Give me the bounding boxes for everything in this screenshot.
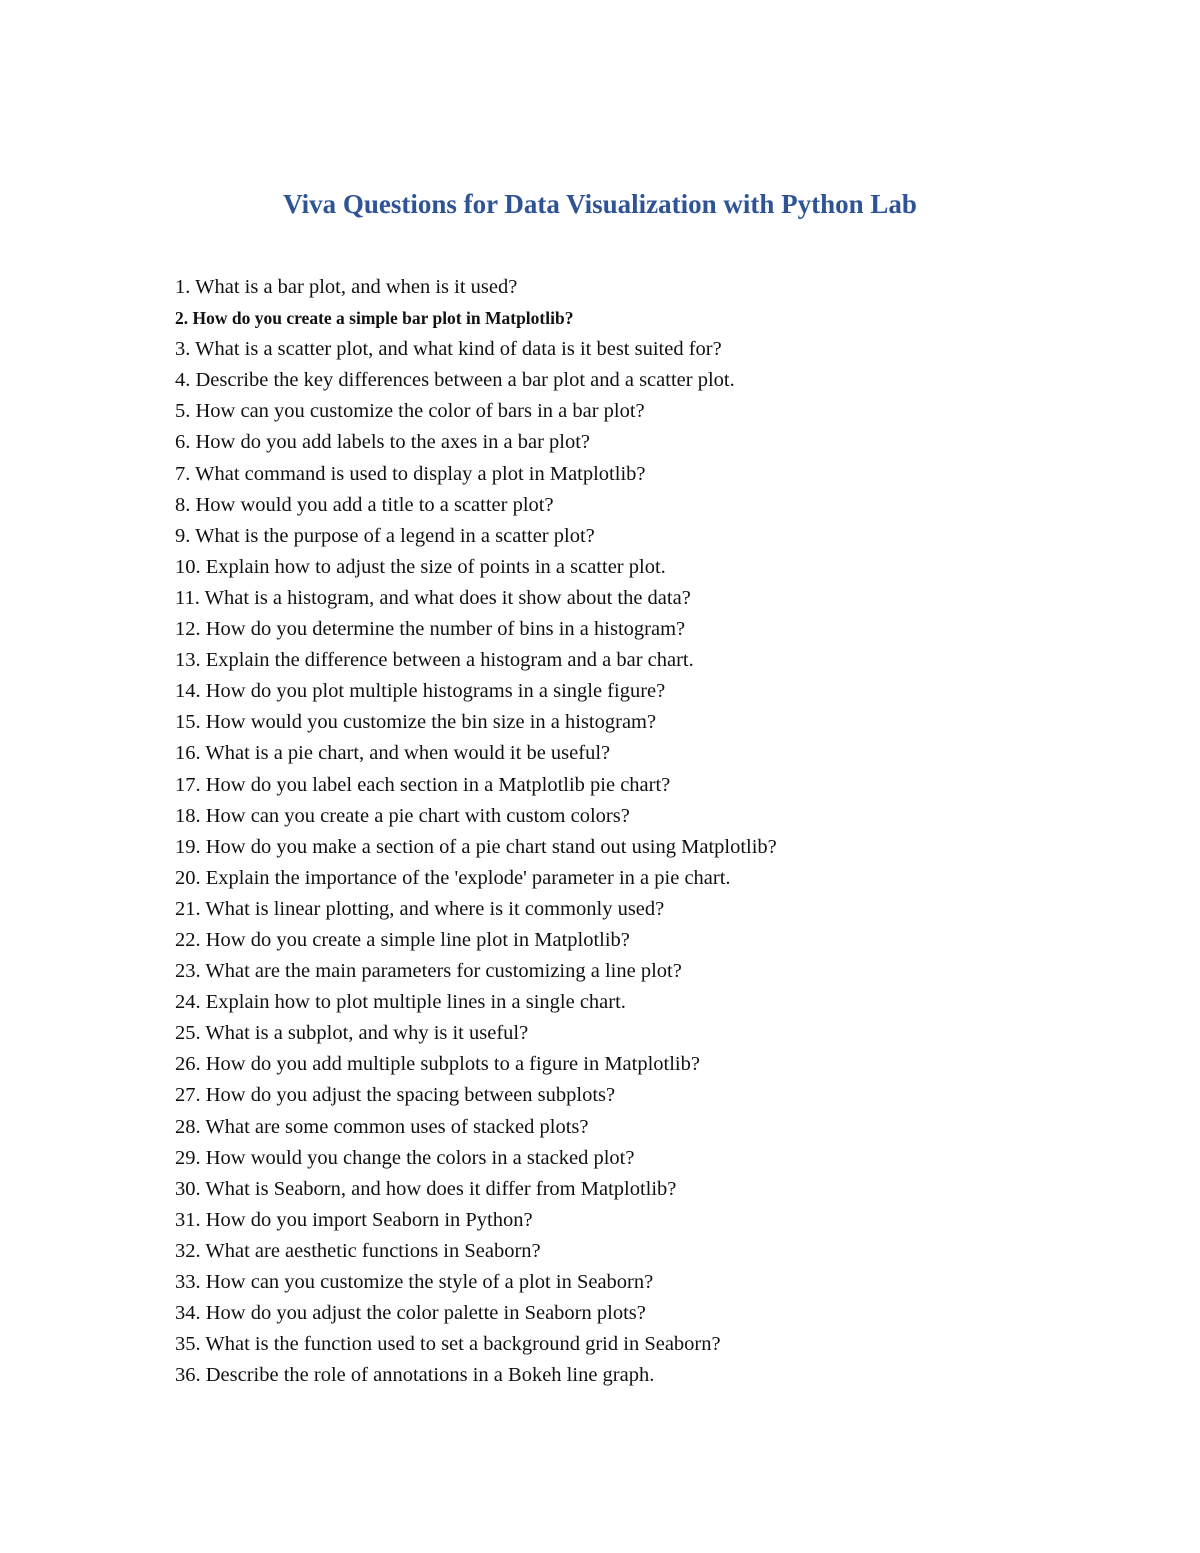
page-title: Viva Questions for Data Visualization with Python Lab xyxy=(283,189,917,219)
question-item: 18. How can you create a pie chart with custom colors? xyxy=(175,804,630,827)
question-item: 9. What is the purpose of a legend in a scatter plot? xyxy=(175,524,595,547)
question-item: 28. What are some common uses of stacked plots? xyxy=(175,1115,589,1138)
question-item: 6. How do you add labels to the axes in a bar plot? xyxy=(175,431,591,454)
question-item: 24. Explain how to plot multiple lines in a single chart. xyxy=(175,991,626,1014)
question-item: 22. How do you create a simple line plot in Matplotlib? xyxy=(175,928,630,951)
question-item: 3. What is a scatter plot, and what kind of data is it best suited for? xyxy=(175,338,722,361)
question-item: 33. How can you customize the style of a plot in Seaborn? xyxy=(175,1271,654,1293)
question-item: 15. How would you customize the bin size in a histogram? xyxy=(175,711,657,734)
question-item: 27. How do you adjust the spacing between subplots? xyxy=(175,1084,616,1107)
question-item: 5. How can you customize the color of bars in a bar plot? xyxy=(175,400,645,423)
question-item: 7. What command is used to display a plot in Matplotlib? xyxy=(175,462,646,485)
question-item: 8. How would you add a title to a scatter plot? xyxy=(175,493,554,516)
question-item: 10. Explain how to adjust the size of points in a scatter plot. xyxy=(175,555,666,578)
question-item: 4. Describe the key differences between a bar plot and a scatter plot. xyxy=(175,369,735,392)
question-item: 29. How would you change the colors in a stacked plot? xyxy=(175,1146,635,1169)
question-item: 17. How do you label each section in a Matplotlib pie chart? xyxy=(175,773,671,796)
question-item: 20. Explain the importance of the 'explode' parameter in a pie chart. xyxy=(175,866,731,889)
question-item: 36. Describe the role of annotations in a Bokeh line graph. xyxy=(175,1364,655,1387)
question-item: 14. How do you plot multiple histograms in a single figure? xyxy=(175,680,666,703)
question-item: 16. What is a pie chart, and when would it be useful? xyxy=(175,742,611,765)
question-item: 12. How do you determine the number of bins in a histogram? xyxy=(175,618,686,641)
question-item: 32. What are aesthetic functions in Seaborn? xyxy=(175,1239,541,1262)
question-item: 30. What is Seaborn, and how does it differ from Matplotlib? xyxy=(175,1177,677,1200)
question-item: 34. How do you adjust the color palette in Seaborn plots? xyxy=(175,1302,646,1325)
question-item: 1. What is a bar plot, and when is it used? xyxy=(175,276,518,298)
question-item: 2. How do you create a simple bar plot in Matplotlib? xyxy=(175,308,574,329)
question-item: 26. How do you add multiple subplots to a figure in Matplotlib? xyxy=(175,1053,700,1076)
question-item: 31. How do you import Seaborn in Python? xyxy=(175,1208,533,1231)
question-item: 23. What are the main parameters for customizing a line plot? xyxy=(175,960,682,983)
question-item: 13. Explain the difference between a histogram and a bar chart. xyxy=(175,649,694,672)
question-list xyxy=(175,272,1075,1391)
question-item: 21. What is linear plotting, and where is it commonly used? xyxy=(175,897,665,920)
question-item: 11. What is a histogram, and what does it show about the data? xyxy=(175,586,691,609)
question-item: 35. What is the function used to set a background grid in Seaborn? xyxy=(175,1333,721,1356)
question-item: 25. What is a subplot, and why is it useful? xyxy=(175,1022,529,1045)
question-item: 19. How do you make a section of a pie chart stand out using Matplotlib? xyxy=(175,835,777,858)
